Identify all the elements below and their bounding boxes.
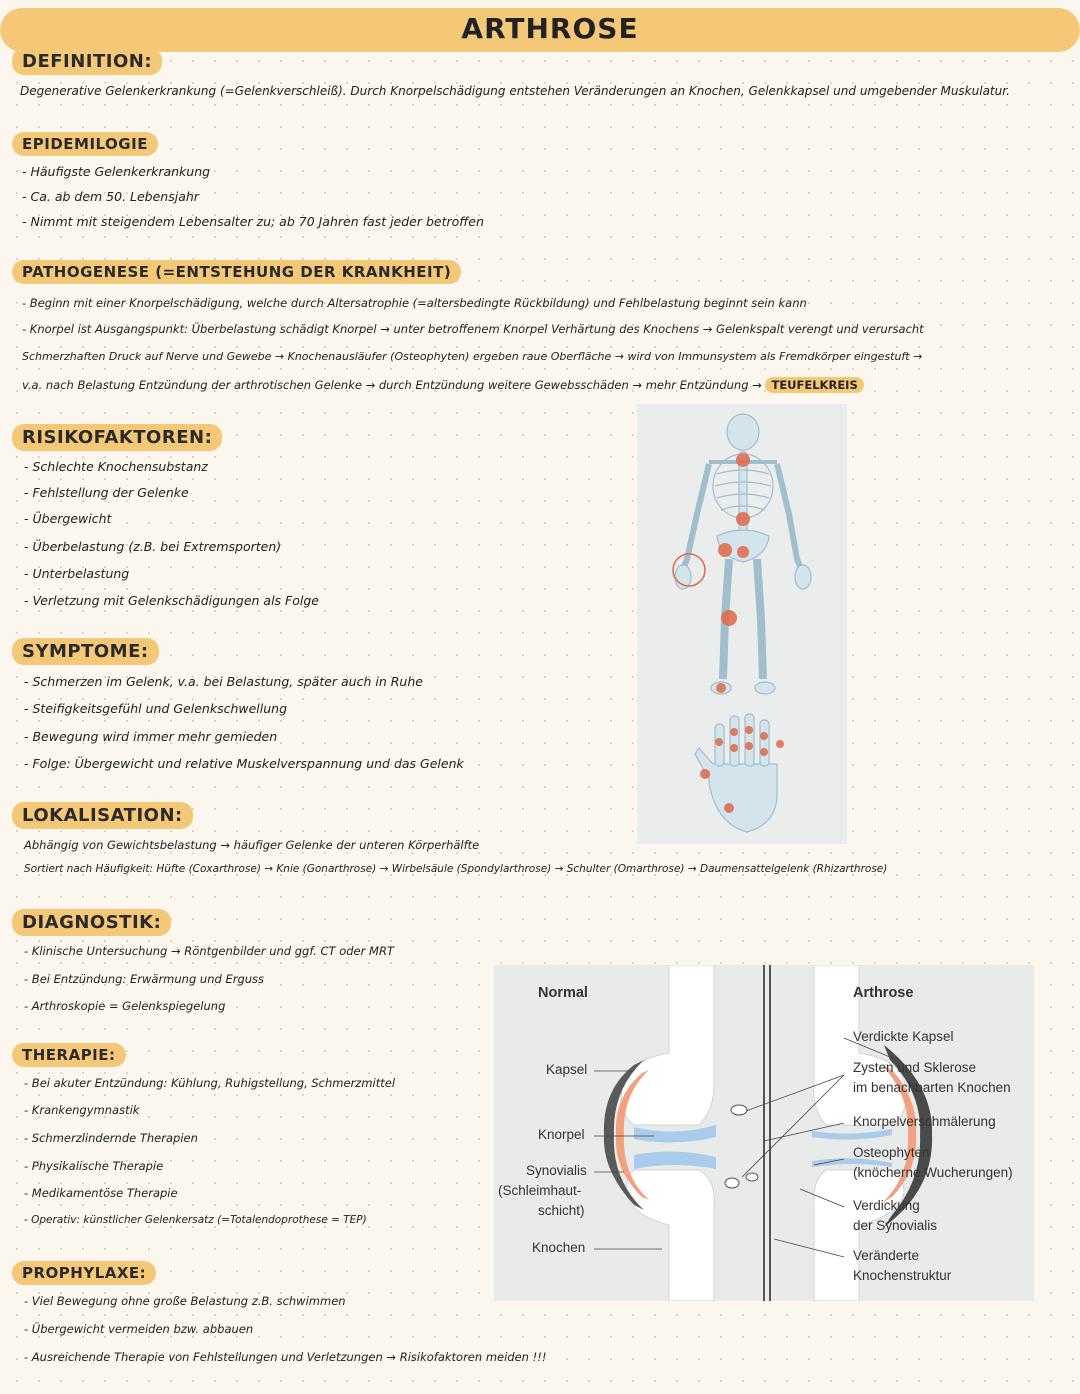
- pathogenesis-line: - Beginn mit einer Knorpelschädigung, welche durch Altersatrophie (=altersbedingte Rückbildung) und Fehlbelastung beginnt sein kann: [22, 296, 807, 310]
- skeleton-figure: [637, 404, 847, 844]
- therapy-item: - Krankengymnastik: [24, 1103, 140, 1117]
- definition-heading: DEFINITION:: [12, 48, 162, 75]
- label-synovialis: Synovialis: [526, 1163, 587, 1178]
- pathogenesis-line-text: v.a. nach Belastung Entzündung der arthrotischen Gelenke → durch Entzündung weitere Gewebsschäden → mehr Entzündung →: [22, 378, 762, 392]
- localisation-line: Abhängig von Gewichtsbelastung → häufiger Gelenke der unteren Körperhälfte: [24, 838, 480, 852]
- definition-text: Degenerative Gelenkerkrankung (=Gelenkverschleiß). Durch Knorpelschädigung entstehen Veränderungen an Knochen, Gelenkkapsel und umgebender Muskulatur.: [20, 84, 1010, 98]
- prophylaxis-item: - Ausreichende Therapie von Fehlstellungen und Verletzungen → Risikofaktoren meiden !!!: [24, 1350, 547, 1364]
- therapy-heading: THERAPIE:: [12, 1043, 126, 1067]
- label-synovialis-verdickung: Verdickung: [853, 1198, 920, 1213]
- prophylaxis-item: - Übergewicht vermeiden bzw. abbauen: [24, 1322, 254, 1336]
- risk-item: - Fehlstellung der Gelenke: [24, 485, 189, 500]
- risk-item: - Schlechte Knochensubstanz: [24, 459, 208, 474]
- label-osteophyten: (knöcherne Wucherungen): [853, 1165, 1013, 1180]
- pathogenesis-heading: PATHOGENESE (=ENTSTEHUNG DER KRANKHEIT): [12, 260, 461, 284]
- label-knochen: Knochen: [532, 1240, 586, 1255]
- label-knochenstruktur: Veränderte: [853, 1248, 920, 1263]
- page-title: ARTHROSE: [461, 12, 639, 45]
- label-knorpel: Knorpel: [538, 1127, 585, 1142]
- symptoms-heading: SYMPTOME:: [12, 638, 159, 665]
- knee-normal-title: Normal: [538, 985, 588, 1001]
- therapy-item: - Schmerzlindernde Therapien: [24, 1131, 198, 1145]
- symptom-item: - Steifigkeitsgefühl und Gelenkschwellung: [24, 701, 288, 716]
- diagnostics-item: - Bei Entzündung: Erwärmung und Erguss: [24, 972, 265, 986]
- label-synovialis: schicht): [538, 1203, 585, 1218]
- diagnostics-item: - Arthroskopie = Gelenkspiegelung: [24, 999, 226, 1013]
- epidemiology-item: - Ca. ab dem 50. Lebensjahr: [22, 189, 199, 204]
- epidemiology-heading: EPIDEMILOGIE: [12, 132, 158, 156]
- symptom-item: - Bewegung wird immer mehr gemieden: [24, 729, 278, 744]
- risk-item: - Übergewicht: [24, 511, 112, 526]
- label-verdickte-kapsel: Verdickte Kapsel: [853, 1029, 954, 1044]
- localisation-line: Sortiert nach Häufigkeit: Hüfte (Coxarthrose) → Knie (Gonarthrose) → Wirbelsäule (Spondylarthrose) → Schulter (Omarthrose) → Daumensattelgelenk (Rhizarthrose): [24, 863, 888, 875]
- prophylaxis-item: - Viel Bewegung ohne große Belastung z.B. schwimmen: [24, 1294, 346, 1308]
- knee-figure: [494, 965, 1034, 1301]
- label-kapsel: Kapsel: [546, 1062, 588, 1077]
- skeleton-illustration: [637, 404, 847, 844]
- therapy-item: - Medikamentöse Therapie: [24, 1186, 178, 1200]
- pathogenesis-line: [22, 378, 864, 392]
- therapy-item: - Physikalische Therapie: [24, 1159, 164, 1173]
- risk-item: - Verletzung mit Gelenkschädigungen als Folge: [24, 593, 319, 608]
- label-osteophyten: Osteophyten: [853, 1145, 930, 1160]
- epidemiology-item: - Nimmt mit steigendem Lebensalter zu; ab 70 Jahren fast jeder betroffen: [22, 214, 484, 229]
- knee-arthrose-title: Arthrose: [853, 985, 914, 1001]
- epidemiology-item: - Häufigste Gelenkerkrankung: [22, 164, 211, 179]
- teufelkreis-highlight: TEUFELKREIS: [765, 377, 863, 393]
- label-synovialis: (Schleimhaut-: [498, 1183, 582, 1198]
- risk-item: - Überbelastung (z.B. bei Extremsporten): [24, 539, 282, 554]
- label-zysten: im benachbarten Knochen: [853, 1080, 1011, 1095]
- diagnostics-heading: DIAGNOSTIK:: [12, 909, 171, 936]
- therapy-item: - Bei akuter Entzündung: Kühlung, Ruhigstellung, Schmerzmittel: [24, 1076, 396, 1090]
- pathogenesis-line: - Knorpel ist Ausgangspunkt: Überbelastung schädigt Knorpel → unter betroffenem Knorpel Verhärtung des Knochens → Gelenkspalt verengt und verursacht: [22, 322, 924, 336]
- label-knorpelverschmaelerung: Knorpelverschmälerung: [853, 1114, 996, 1129]
- label-knochenstruktur: Knochenstruktur: [853, 1268, 952, 1283]
- localisation-heading: LOKALISATION:: [12, 802, 193, 829]
- risk-item: - Unterbelastung: [24, 566, 130, 581]
- label-zysten: Zysten und Sklerose: [853, 1060, 977, 1075]
- prophylaxis-heading: PROPHYLAXE:: [12, 1261, 156, 1285]
- symptom-item: - Schmerzen im Gelenk, v.a. bei Belastung, später auch in Ruhe: [24, 674, 423, 689]
- diagnostics-item: - Klinische Untersuchung → Röntgenbilder und ggf. CT oder MRT: [24, 944, 394, 958]
- pathogenesis-line: Schmerzhaften Druck auf Nerve und Gewebe → Knochenausläufer (Osteophyten) ergeben raue Oberfläche → wird von Immunsystem als Fremdkörper eingestuft →: [22, 350, 923, 363]
- therapy-item: - Operativ: künstlicher Gelenkersatz (=Totalendoprothese = TEP): [24, 1214, 367, 1226]
- symptom-item: - Folge: Übergewicht und relative Muskelverspannung und das Gelenk: [24, 756, 464, 771]
- risk-heading: RISIKOFAKTOREN:: [12, 424, 222, 451]
- label-synovialis-verdickung: der Synovialis: [853, 1218, 938, 1233]
